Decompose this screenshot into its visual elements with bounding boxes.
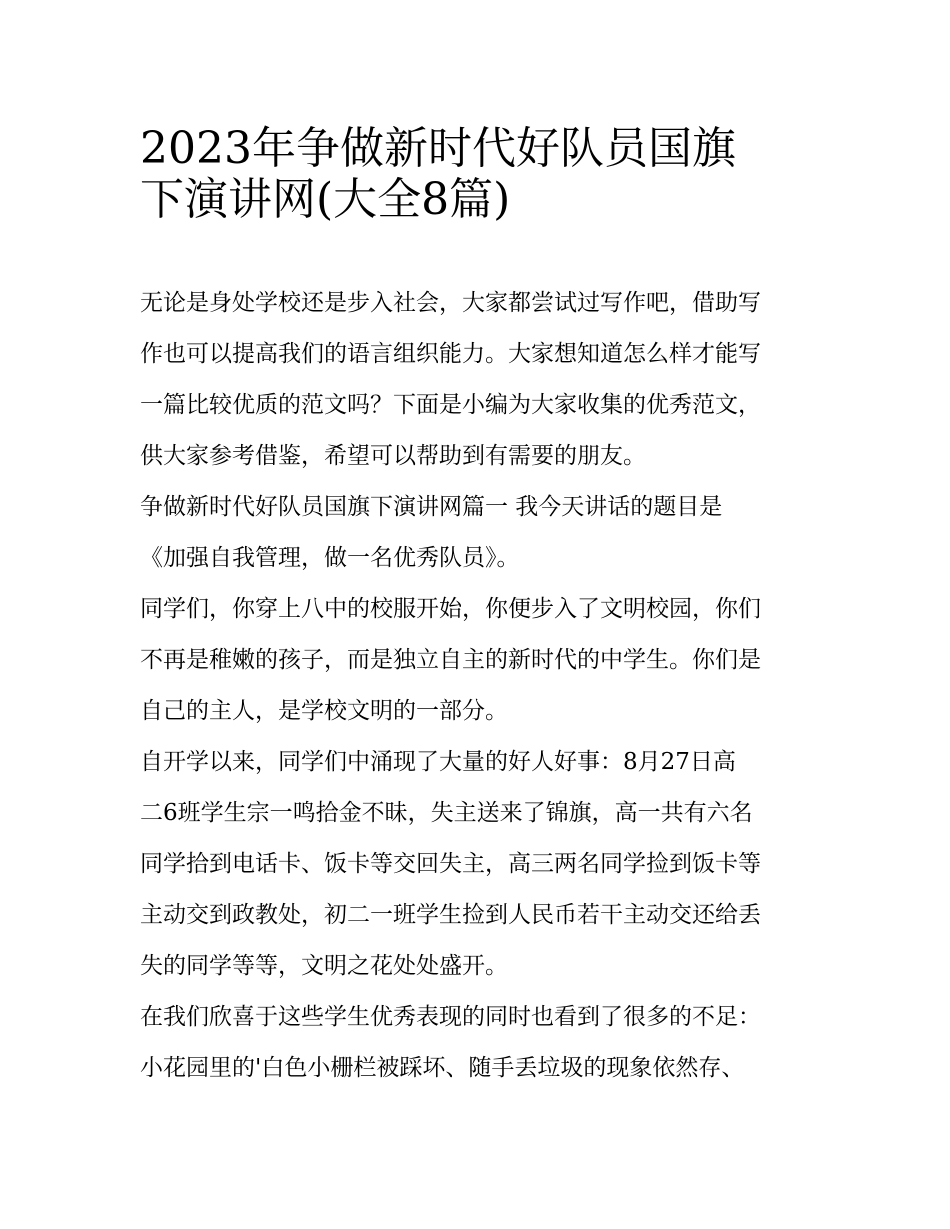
body-line: 主动交到政教处，初二一班学生捡到人民币若干主动交还给丢 [140,902,761,928]
document-body [140,278,820,1094]
body-line: 作也可以提高我们的语言组织能力。大家想知道怎么样才能写 [140,341,761,367]
body-line: 小花园里的'白色小栅栏被踩坏、随手丢垃圾的现象依然存、 [140,1055,745,1081]
body-line: 《加强自我管理，做一名优秀队员》。 [140,545,520,571]
body-line: 一篇比较优质的范文吗？下面是小编为大家收集的优秀范文， [140,392,761,418]
body-line: 供大家参考借鉴，希望可以帮助到有需要的朋友。 [140,443,646,469]
body-line: 二6班学生宗一鸣拾金不昧，失主送来了锦旗，高一共有六名 [140,800,753,826]
body-line: 自开学以来，同学们中涌现了大量的好人好事：8月27日高 [140,749,736,775]
title-line: 2023年争做新时代好队员国旗 [140,123,736,174]
body-line: 同学们，你穿上八中的校服开始，你便步入了文明校园，你们 [140,596,761,622]
document-title [140,112,830,225]
body-line: 同学拾到电话卡、饭卡等交回失主，高三两名同学捡到饭卡等 [140,851,761,877]
body-line: 无论是身处学校还是步入社会，大家都尝试过写作吧，借助写 [140,290,761,316]
title-line: 下演讲网(大全8篇) [140,174,511,225]
body-line: 在我们欣喜于这些学生优秀表现的同时也看到了很多的不足： [140,1004,761,1030]
body-line: 争做新时代好队员国旗下演讲网篇一 我今天讲话的题目是 [140,494,723,520]
body-line: 失的同学等等，文明之花处处盛开。 [140,953,508,979]
body-line: 自己的主人，是学校文明的一部分。 [140,698,508,724]
body-line: 不再是稚嫩的孩子，而是独立自主的新时代的中学生。你们是 [140,647,761,673]
